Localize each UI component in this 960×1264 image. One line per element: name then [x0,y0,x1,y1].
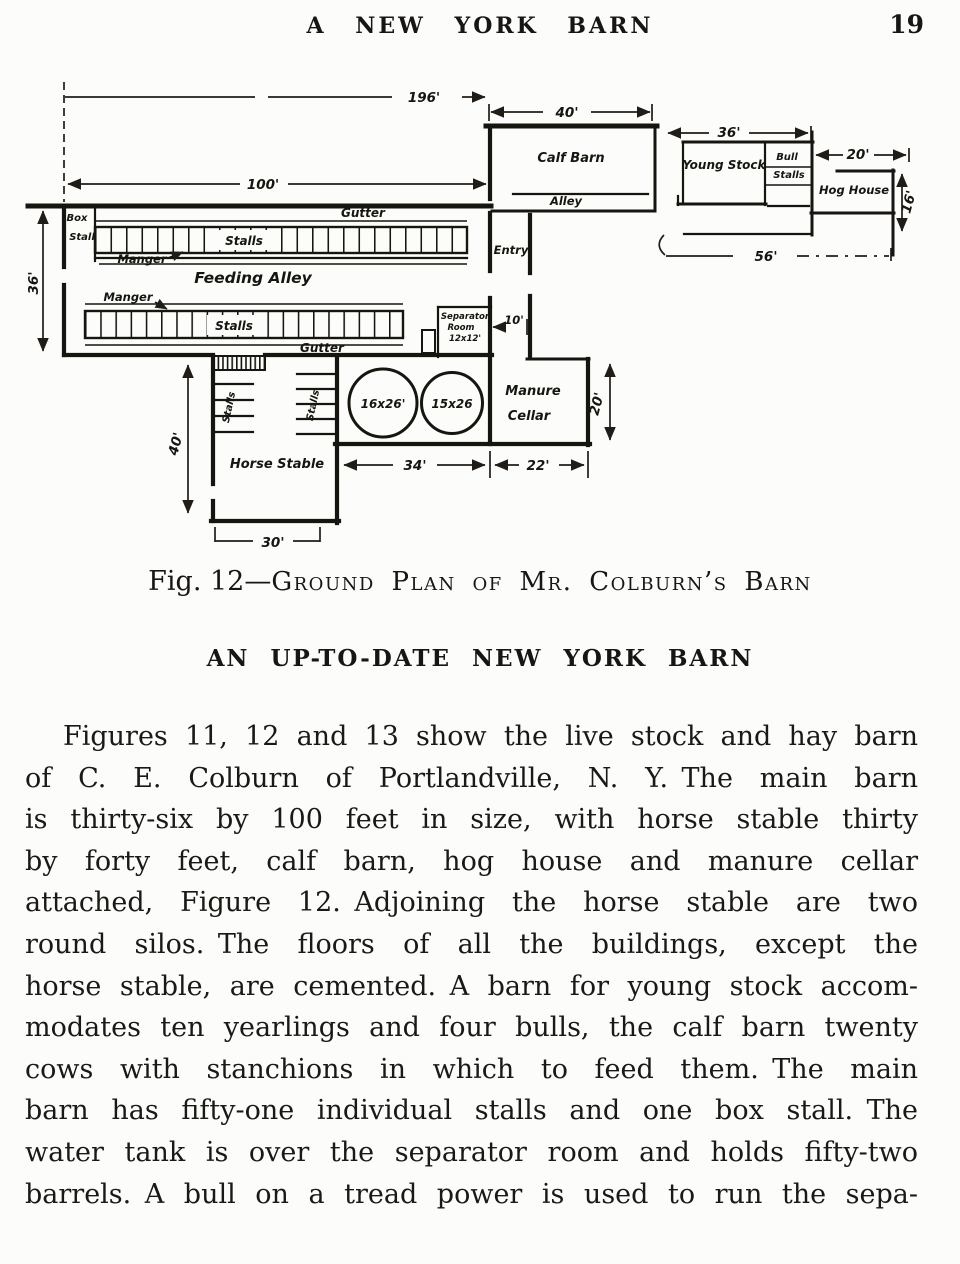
body-line: Figures 11, 12 and 13 show the live stock and hay barn [63,721,918,752]
label-box-stall-2: Stall [69,232,95,243]
label-young-stock: Young Stock [682,158,766,172]
stairway-hatch [213,356,265,370]
dim-silo-area-length: 34' [403,458,427,474]
figure-caption-prefix: Fig. 12— [148,566,272,597]
body-line: water tank is over the separator room and holds fifty-two [25,1136,918,1168]
label-horse-stalls-1: Stalls [220,390,239,425]
figure-caption-title: Ground Plan of Mr. Colburn’s Barn [271,567,812,597]
label-hog-house: Hog House [818,183,890,197]
label-separator-2: Room [447,323,475,333]
label-stalls-bottom: Stalls [215,319,253,333]
figure-caption [0,566,960,597]
label-manger-top: Manger [117,252,167,266]
label-gutter-top: Gutter [341,206,385,220]
body-line: is thirty-six by 100 feet in size, with horse stable thirty [25,804,918,836]
dim-overall-length: 196' [407,90,441,106]
body-line: of C. E. Colburn of Portlandville, N. Y. The main barn [25,762,918,794]
label-alley: Alley [549,194,583,208]
dim-manure-cellar-length: 22' [526,458,550,474]
label-gutter-bottom: Gutter [300,341,344,355]
body-line: attached, Figure 12. Adjoining the horse stable are two [25,887,918,919]
body-line: horse stable, are cemented. A barn for young stock accom- [25,970,918,1002]
label-separator-3: 12x12' [448,334,482,344]
label-box-stall-1: Box [66,213,88,224]
body-line: modates ten yearlings and four bulls, the calf barn twenty [25,1012,918,1044]
label-feeding-alley: Feeding Alley [194,269,312,287]
label-separator-1: Separator [440,312,490,322]
dim-annex-length: 56' [754,249,778,265]
body-paragraph [25,716,918,1215]
label-entry: Entry [493,243,529,257]
label-horse-stalls-2: Stalls [304,388,323,423]
dim-entry-width: 10' [504,313,524,327]
body-line: round silos. The floors of all the buildings, except the [25,928,918,960]
body-line: barn has fifty-one individual stalls and one box stall. The [25,1095,918,1127]
body-line: cows with stanchions in which to feed them. The main [25,1053,918,1085]
page-number: 19 [889,10,924,39]
body-line: by forty feet, calf barn, hog house and manure cellar [25,845,918,877]
dim-manure-cellar-depth: 20' [586,390,608,418]
dim-horse-stable-depth: 40' [165,430,187,458]
label-bull-2: Stalls [773,170,805,181]
dim-calf-barn-width: 40' [555,105,579,121]
page-header: A NEW YORK BARN [306,13,654,39]
label-calf-barn: Calf Barn [537,151,605,166]
floor-plan-figure [25,64,935,564]
label-manger-bottom: Manger [103,290,153,304]
label-manure-1: Manure [505,384,561,399]
label-manure-2: Cellar [507,409,551,424]
label-silo-left: 16x26' [360,397,406,411]
label-horse-stable: Horse Stable [229,457,325,472]
label-stalls-top: Stalls [225,234,263,248]
label-silo-right: 15x26 [431,397,473,411]
label-bull-1: Bull [776,152,798,163]
section-heading: AN UP-TO-DATE NEW YORK BARN [206,645,754,672]
dim-hog-house-depth: 16' [898,188,920,216]
dim-main-barn-length: 100' [246,177,280,193]
dim-horse-stable-width: 30' [261,535,285,551]
dim-hog-house-width: 20' [846,147,870,163]
dim-main-barn-width: 36' [26,271,42,295]
body-line: barrels. A bull on a tread power is used to run the sepa- [25,1178,918,1210]
dim-young-stock-width: 36' [717,125,741,141]
